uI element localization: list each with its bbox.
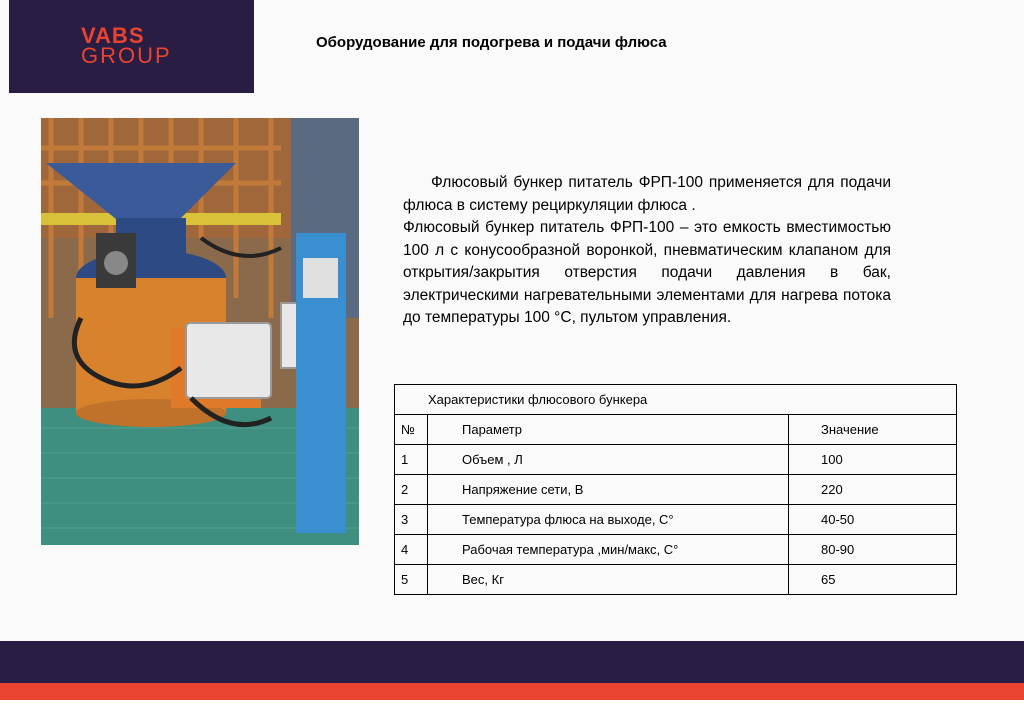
row-number: 3 (395, 505, 428, 535)
table-row (395, 565, 957, 595)
row-number: 1 (395, 445, 428, 475)
row-number: 5 (395, 565, 428, 595)
equipment-photo (41, 118, 359, 545)
table-row (395, 445, 957, 475)
logo-line1: VABS (81, 23, 145, 48)
intro-paragraph-2: Флюсовый бункер питатель ФРП-100 – это емкость вместимостью 100 л с конусообразной воронкой, пневматическим клапаном для открытия/закрытия отверстия подачи давления в бак, электрическими нагревательными элементами для нагрева потока до температуры 100 °С, пультом управления. (403, 219, 891, 326)
table-row (395, 505, 957, 535)
page-title: Оборудование для подогрева и подачи флюса (316, 34, 667, 51)
intro-paragraph-1: Флюсовый бункер питатель ФРП-100 применяется для подачи флюса в систему рециркуляции флюса . (403, 174, 891, 214)
row-parameter: Вес, Кг (428, 565, 789, 595)
footer-band-white (0, 700, 1024, 708)
footer-band-dark (0, 641, 1024, 683)
table-row (395, 535, 957, 565)
header-value: Значение (789, 415, 957, 445)
row-value: 220 (789, 475, 957, 505)
row-number: 2 (395, 475, 428, 505)
row-value: 40-50 (789, 505, 957, 535)
table-row (395, 475, 957, 505)
row-parameter: Рабочая температура ,мин/макс, С° (428, 535, 789, 565)
logo-header (9, 0, 254, 93)
row-parameter: Температура флюса на выходе, С° (428, 505, 789, 535)
table-header-row (395, 415, 957, 445)
table-caption: Характеристики флюсового бункера (395, 385, 957, 415)
row-parameter: Объем , Л (428, 445, 789, 475)
row-parameter: Напряжение сети, В (428, 475, 789, 505)
header-number: № (395, 415, 428, 445)
header-parameter: Параметр (428, 415, 789, 445)
row-number: 4 (395, 535, 428, 565)
row-value: 80-90 (789, 535, 957, 565)
row-value: 65 (789, 565, 957, 595)
specs-table (394, 384, 957, 595)
footer-band-red (0, 683, 1024, 700)
logo-line2: GROUP (81, 43, 172, 68)
vabs-group-logo (81, 23, 201, 68)
table-caption-row (395, 385, 957, 415)
row-value: 100 (789, 445, 957, 475)
intro-text (403, 172, 891, 330)
